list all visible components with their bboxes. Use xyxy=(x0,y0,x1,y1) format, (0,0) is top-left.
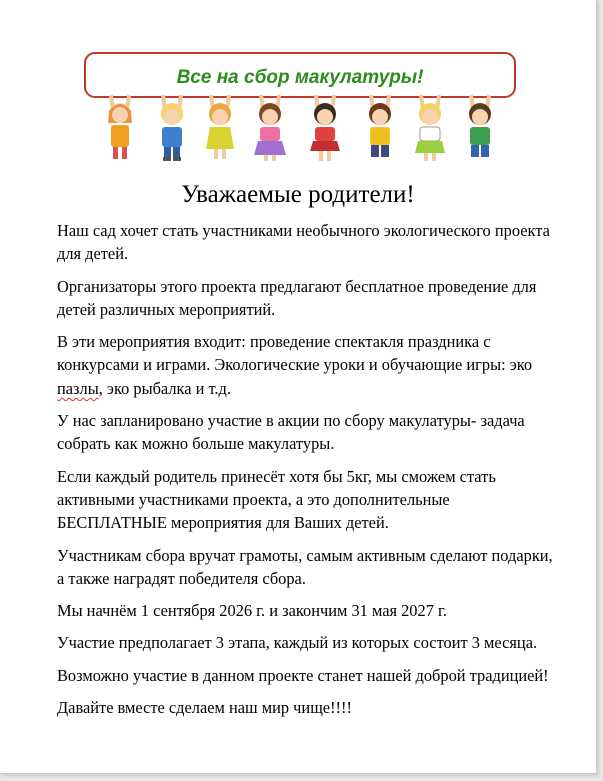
children-figures xyxy=(108,95,491,161)
banner-text: Все на сбор макулатуры! xyxy=(176,67,424,88)
paragraph-text: В эти мероприятия входит: проведение спектакля праздника с конкурсами и играми. Экологические уроки и обучающие игры: эко xyxy=(57,332,533,375)
page-title: Уважаемые родители! xyxy=(181,181,415,208)
paragraph-text: , эко рыбалка и т.д. xyxy=(98,378,231,398)
paragraph: Если каждый родитель принесёт хотя бы 5кг, мы сможем стать активными участниками проекта, а это дополнительные БЕСПЛАТНЫЕ мероприятия для Ваших детей. xyxy=(57,466,496,533)
paragraph: Мы начнём 1 сентября 2026 г. и закончим 31 мая 2027 г. xyxy=(57,601,447,621)
paragraph: Наш сад хочет стать участниками необычного экологического проекта для детей. xyxy=(57,221,550,264)
banner-illustration xyxy=(80,45,520,170)
paragraph: Возможно участие в данном проекте станет нашей доброй традицией! xyxy=(57,665,549,685)
letter-body xyxy=(57,219,557,728)
paragraph: Давайте вместе сделаем наш мир чище!!!! xyxy=(57,698,352,718)
paragraph: У нас запланировано участие в акции по сбору макулатуры- задача собрать как можно больше макулатуры. xyxy=(57,411,525,454)
spellcheck-flagged-word[interactable]: пазлы xyxy=(57,378,99,398)
paragraph: Участие предполагает 3 этапа, каждый из которых состоит 3 месяца. xyxy=(57,633,538,653)
paragraph xyxy=(57,330,557,400)
paragraph: Организаторы этого проекта предлагают бесплатное проведение для детей различных мероприятий. xyxy=(57,276,537,319)
paragraph: Участникам сбора вручат грамоты, самым активным сделают подарки, а также наградят победителя сбора. xyxy=(57,545,553,588)
